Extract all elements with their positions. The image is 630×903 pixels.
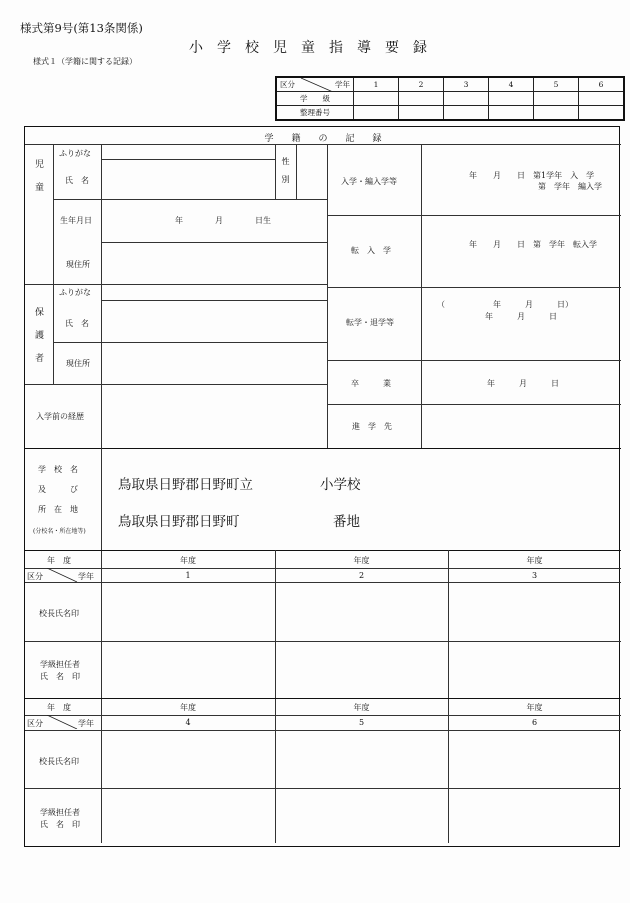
diagonal-divider [25, 568, 101, 582]
nendo-cell: 年度 [180, 703, 196, 712]
grade-class-table [275, 76, 625, 121]
birthdate-label: 生年月日 [60, 216, 92, 225]
class-cell[interactable] [579, 92, 625, 106]
grade-number: 3 [531, 571, 538, 580]
teacher-label-1: 学級担任者 [40, 660, 80, 669]
grade-number: 4 [185, 718, 191, 727]
grade-cell: 5 [534, 77, 579, 92]
nendo-cell: 年度 [353, 703, 370, 712]
gakunen-label: 学年 [78, 572, 94, 581]
admission-line-1: 年 月 日 第1学年 入 学 [469, 171, 595, 180]
school-address: 鳥取県日野郡日野町 [118, 514, 240, 530]
form-number: 様式第9号(第13条関係) [20, 21, 143, 35]
page-title: 小学校児童指導要録 [189, 40, 441, 56]
sex-label: 性別 [281, 157, 290, 193]
grade-number: 2 [358, 571, 365, 580]
kubun-label: 区分 [280, 80, 295, 89]
child-name-label: 氏 名 [65, 176, 89, 185]
grade-cell: 3 [444, 77, 489, 92]
pre-history-label: 入学前の経歴 [36, 412, 84, 421]
class-cell[interactable] [444, 92, 489, 106]
principal-seal-label: 校長氏名印 [39, 757, 79, 766]
number-cell[interactable] [534, 106, 579, 121]
nendo-label: 年 度 [47, 703, 71, 712]
teacher-label-2: 氏 名 印 [40, 672, 80, 681]
guardian-address-label: 現住所 [66, 359, 90, 368]
school-name-suffix: 小学校 [320, 477, 361, 493]
graduation-label: 卒 業 [351, 379, 391, 388]
nendo-cell: 年度 [526, 556, 543, 565]
transfer-in-label: 転 入 学 [351, 246, 391, 255]
school-label-4: (分校名・所在地等) [33, 528, 86, 535]
admission-label: 入学・編入学等 [341, 177, 397, 186]
school-address-suffix: 番地 [333, 514, 360, 530]
number-cell[interactable] [579, 106, 625, 121]
class-row-label: 学 級 [276, 92, 354, 106]
grade-cell: 2 [399, 77, 444, 92]
class-cell[interactable] [534, 92, 579, 106]
number-cell[interactable] [444, 106, 489, 121]
number-cell[interactable] [354, 106, 399, 121]
nendo-label: 年 度 [47, 556, 71, 565]
number-row-label: 整理番号 [276, 106, 354, 121]
child-furigana-label: ふりがな [59, 149, 91, 158]
kubun-label: 区分 [27, 719, 43, 728]
transfer-out-line-2: 年 月 日 [485, 312, 557, 321]
form-subtitle: 様式１（学籍に関する記録） [33, 57, 137, 66]
grade-number: 6 [531, 718, 538, 727]
transfer-out-line-1: （ 年 月 日） [437, 300, 573, 309]
grade-cell: 6 [579, 77, 625, 92]
birthdate-format: 年 月 日生 [175, 216, 271, 225]
school-label-2: 及 び [38, 485, 78, 494]
next-school-label: 進 学 先 [352, 422, 392, 431]
record-heading: 学 籍 の 記 録 [264, 134, 382, 144]
gakunen-label: 学年 [78, 719, 94, 728]
diagonal-divider [25, 715, 101, 729]
teacher-label-1: 学級担任者 [40, 808, 80, 817]
grade-number: 5 [358, 718, 365, 727]
school-label-3: 所 在 地 [38, 505, 78, 514]
enrollment-record [24, 126, 620, 847]
number-cell[interactable] [489, 106, 534, 121]
principal-seal-label: 校長氏名印 [39, 609, 79, 618]
gakunen-label: 学年 [335, 80, 350, 89]
diagonal-divider [277, 78, 353, 92]
school-label-1: 学 校 名 [38, 465, 78, 474]
grade-cell: 1 [354, 77, 399, 92]
nendo-cell: 年度 [353, 556, 370, 565]
class-cell[interactable] [489, 92, 534, 106]
child-label: 児童 [33, 159, 43, 205]
number-cell[interactable] [399, 106, 444, 121]
admission-line-2: 第 学年 編入学 [538, 182, 602, 191]
kubun-label: 区分 [27, 572, 43, 581]
transfer-in-line: 年 月 日 第 学年 転入学 [469, 240, 597, 249]
grade-cell: 4 [489, 77, 534, 92]
grade-number: 1 [185, 571, 191, 580]
transfer-out-label: 転学・退学等 [346, 318, 394, 327]
guardian-name-label: 氏 名 [65, 319, 89, 328]
guardian-label: 保護者 [33, 307, 43, 376]
teacher-label-2: 氏 名 印 [40, 820, 80, 829]
school-name-prefix: 鳥取県日野郡日野町立 [118, 477, 253, 493]
nendo-cell: 年度 [180, 556, 196, 565]
child-address-label: 現住所 [66, 260, 90, 269]
class-cell[interactable] [399, 92, 444, 106]
graduation-line: 年 月 日 [487, 379, 559, 388]
guardian-furigana-label: ふりがな [59, 288, 91, 297]
class-cell[interactable] [354, 92, 399, 106]
nendo-cell: 年度 [526, 703, 543, 712]
